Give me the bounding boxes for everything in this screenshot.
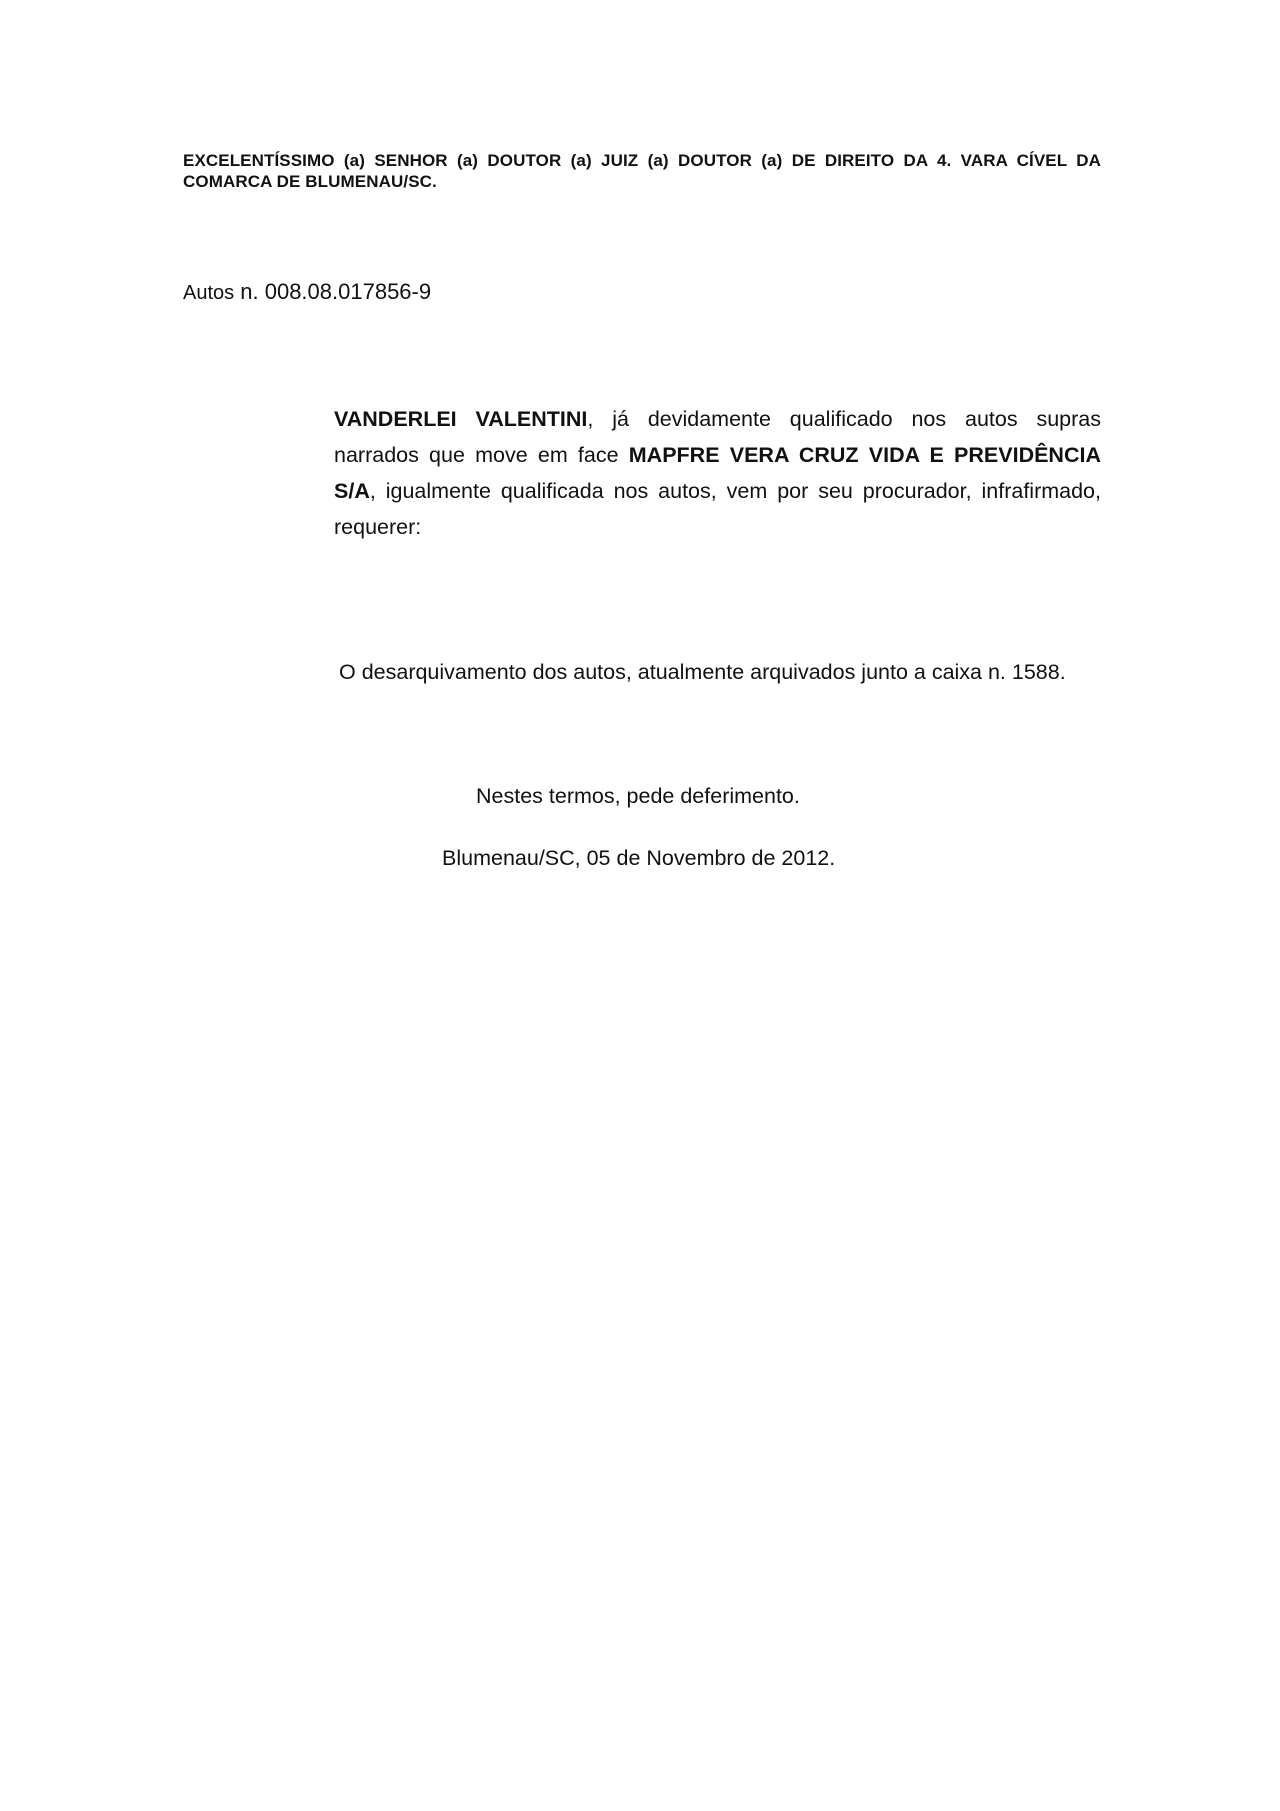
plaintiff-name: VANDERLEI VALENTINI: [334, 407, 588, 431]
request-paragraph: O desarquivamento dos autos, atualmente arquivados junto a caixa n. 1588.: [339, 660, 1066, 684]
case-number-value: n. 008.08.017856-9: [234, 279, 432, 304]
defendant-name: MAPFRE VERA CRUZ VIDA E PREVIDÊNCIA S/A: [334, 443, 1101, 503]
intro-text-1: , já devidamente qualificado nos autos supras narrados que move em face: [334, 407, 1101, 467]
closing-line: Nestes termos, pede deferimento.: [476, 784, 800, 808]
intro-paragraph: [334, 401, 1101, 545]
place-date-line: Blumenau/SC, 05 de Novembro de 2012.: [442, 846, 836, 870]
case-number-label: Autos: [183, 282, 235, 304]
document-heading: EXCELENTÍSSIMO (a) SENHOR (a) DOUTOR (a) JUIZ (a) DOUTOR (a) DE DIREITO DA 4. VARA CÍVEL DA COMARCA DE BLUMENAU/SC.: [183, 151, 1101, 191]
intro-text-2: , igualmente qualificada nos autos, vem por seu procurador, infrafirmado, requerer:: [334, 479, 1101, 539]
case-number: [183, 278, 431, 307]
